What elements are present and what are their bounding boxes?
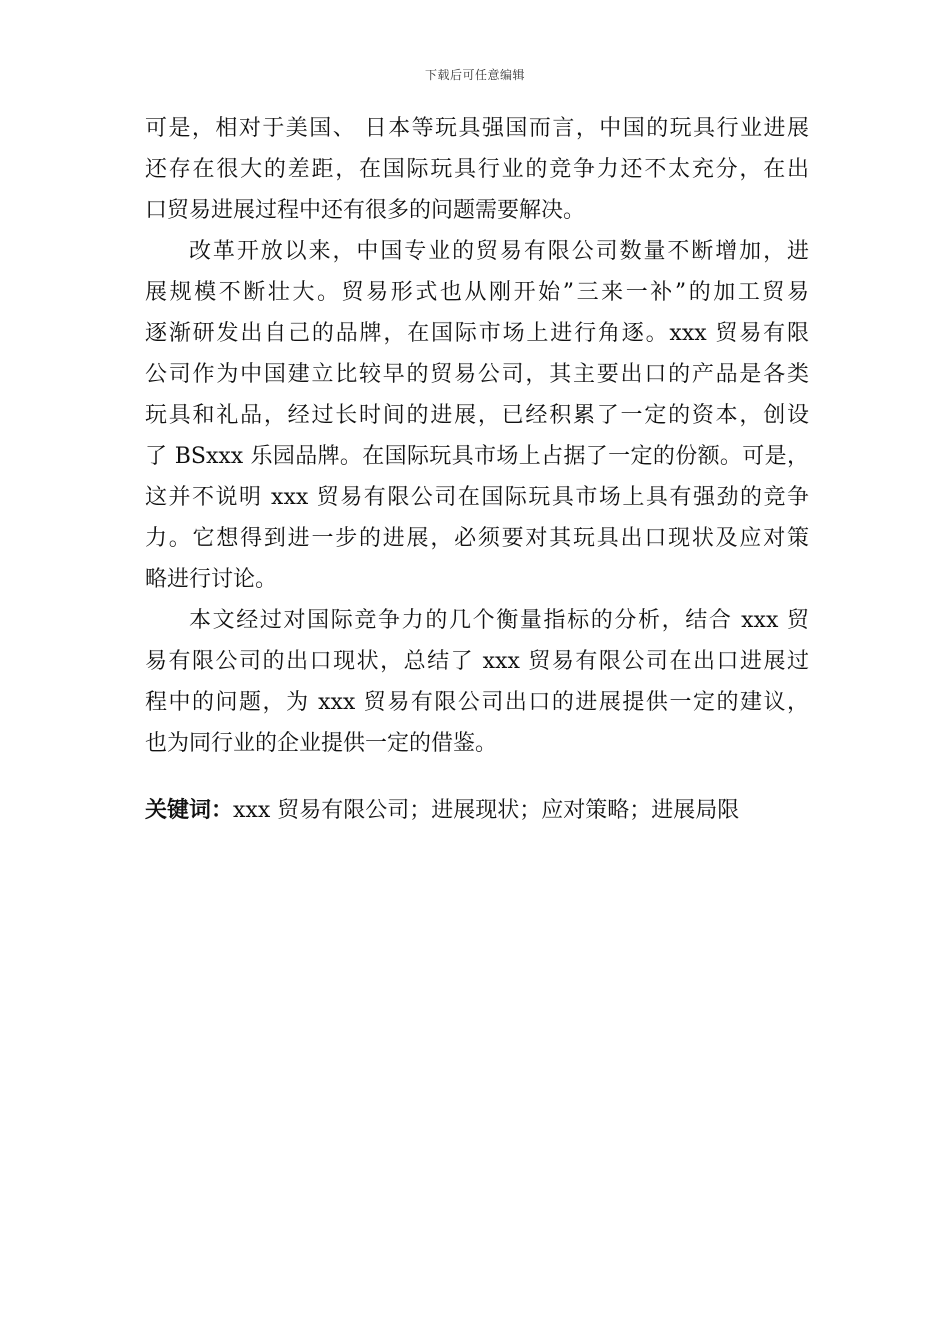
paragraph (145, 108, 809, 231)
text-line: 力。它想得到进一步的进展，必须要对其玩具出口现状及应对策 (145, 526, 809, 551)
text-line: 这并不说明 xxx 贸易有限公司在国际玩具市场上具有强劲的竞争 (145, 485, 809, 510)
text-line: 略进行讨论。 (145, 567, 278, 592)
body-text (145, 108, 809, 764)
paragraph (145, 231, 809, 600)
text-line: 本文经过对国际竞争力的几个衡量指标的分析，结合 xxx 贸 (189, 608, 809, 633)
keywords-line (145, 790, 739, 831)
text-line: 了 BSxxx 乐园品牌。在国际玩具市场上占据了一定的份额。可是， (145, 444, 809, 469)
text-line: 口贸易进展过程中还有很多的问题需要解决。 (145, 198, 586, 223)
text-line: 程中的问题，为 xxx 贸易有限公司出口的进展提供一定的建议， (145, 690, 809, 715)
text-line: 易有限公司的出口现状，总结了 xxx 贸易有限公司在出口进展过 (145, 649, 809, 674)
text-line: 可是，相对于美国、 日本等玩具强国而言，中国的玩具行业进展 (145, 116, 809, 141)
paragraph (145, 600, 809, 764)
text-line: 玩具和礼品，经过长时间的进展，已经积累了一定的资本，创设 (145, 403, 809, 428)
keywords-text: xxx 贸易有限公司；进展现状；应对策略；进展局限 (233, 798, 740, 823)
text-line: 改革开放以来，中国专业的贸易有限公司数量不断增加，进 (189, 239, 809, 264)
header-note: 下载后可任意编辑 (424, 68, 525, 82)
text-line: 公司作为中国建立比较早的贸易公司，其主要出口的产品是各类 (145, 362, 809, 387)
text-line: 也为同行业的企业提供一定的借鉴。 (145, 731, 498, 756)
text-line: 逐渐研发出自己的品牌，在国际市场上进行角逐。xxx 贸易有限 (145, 321, 809, 346)
text-line: 还存在很大的差距，在国际玩具行业的竞争力还不太充分，在出 (145, 157, 809, 182)
keywords-label: 关键词： (145, 798, 234, 823)
text-line: 展规模不断壮大。贸易形式也从刚开始”三来一补”的加工贸易 (145, 280, 809, 305)
